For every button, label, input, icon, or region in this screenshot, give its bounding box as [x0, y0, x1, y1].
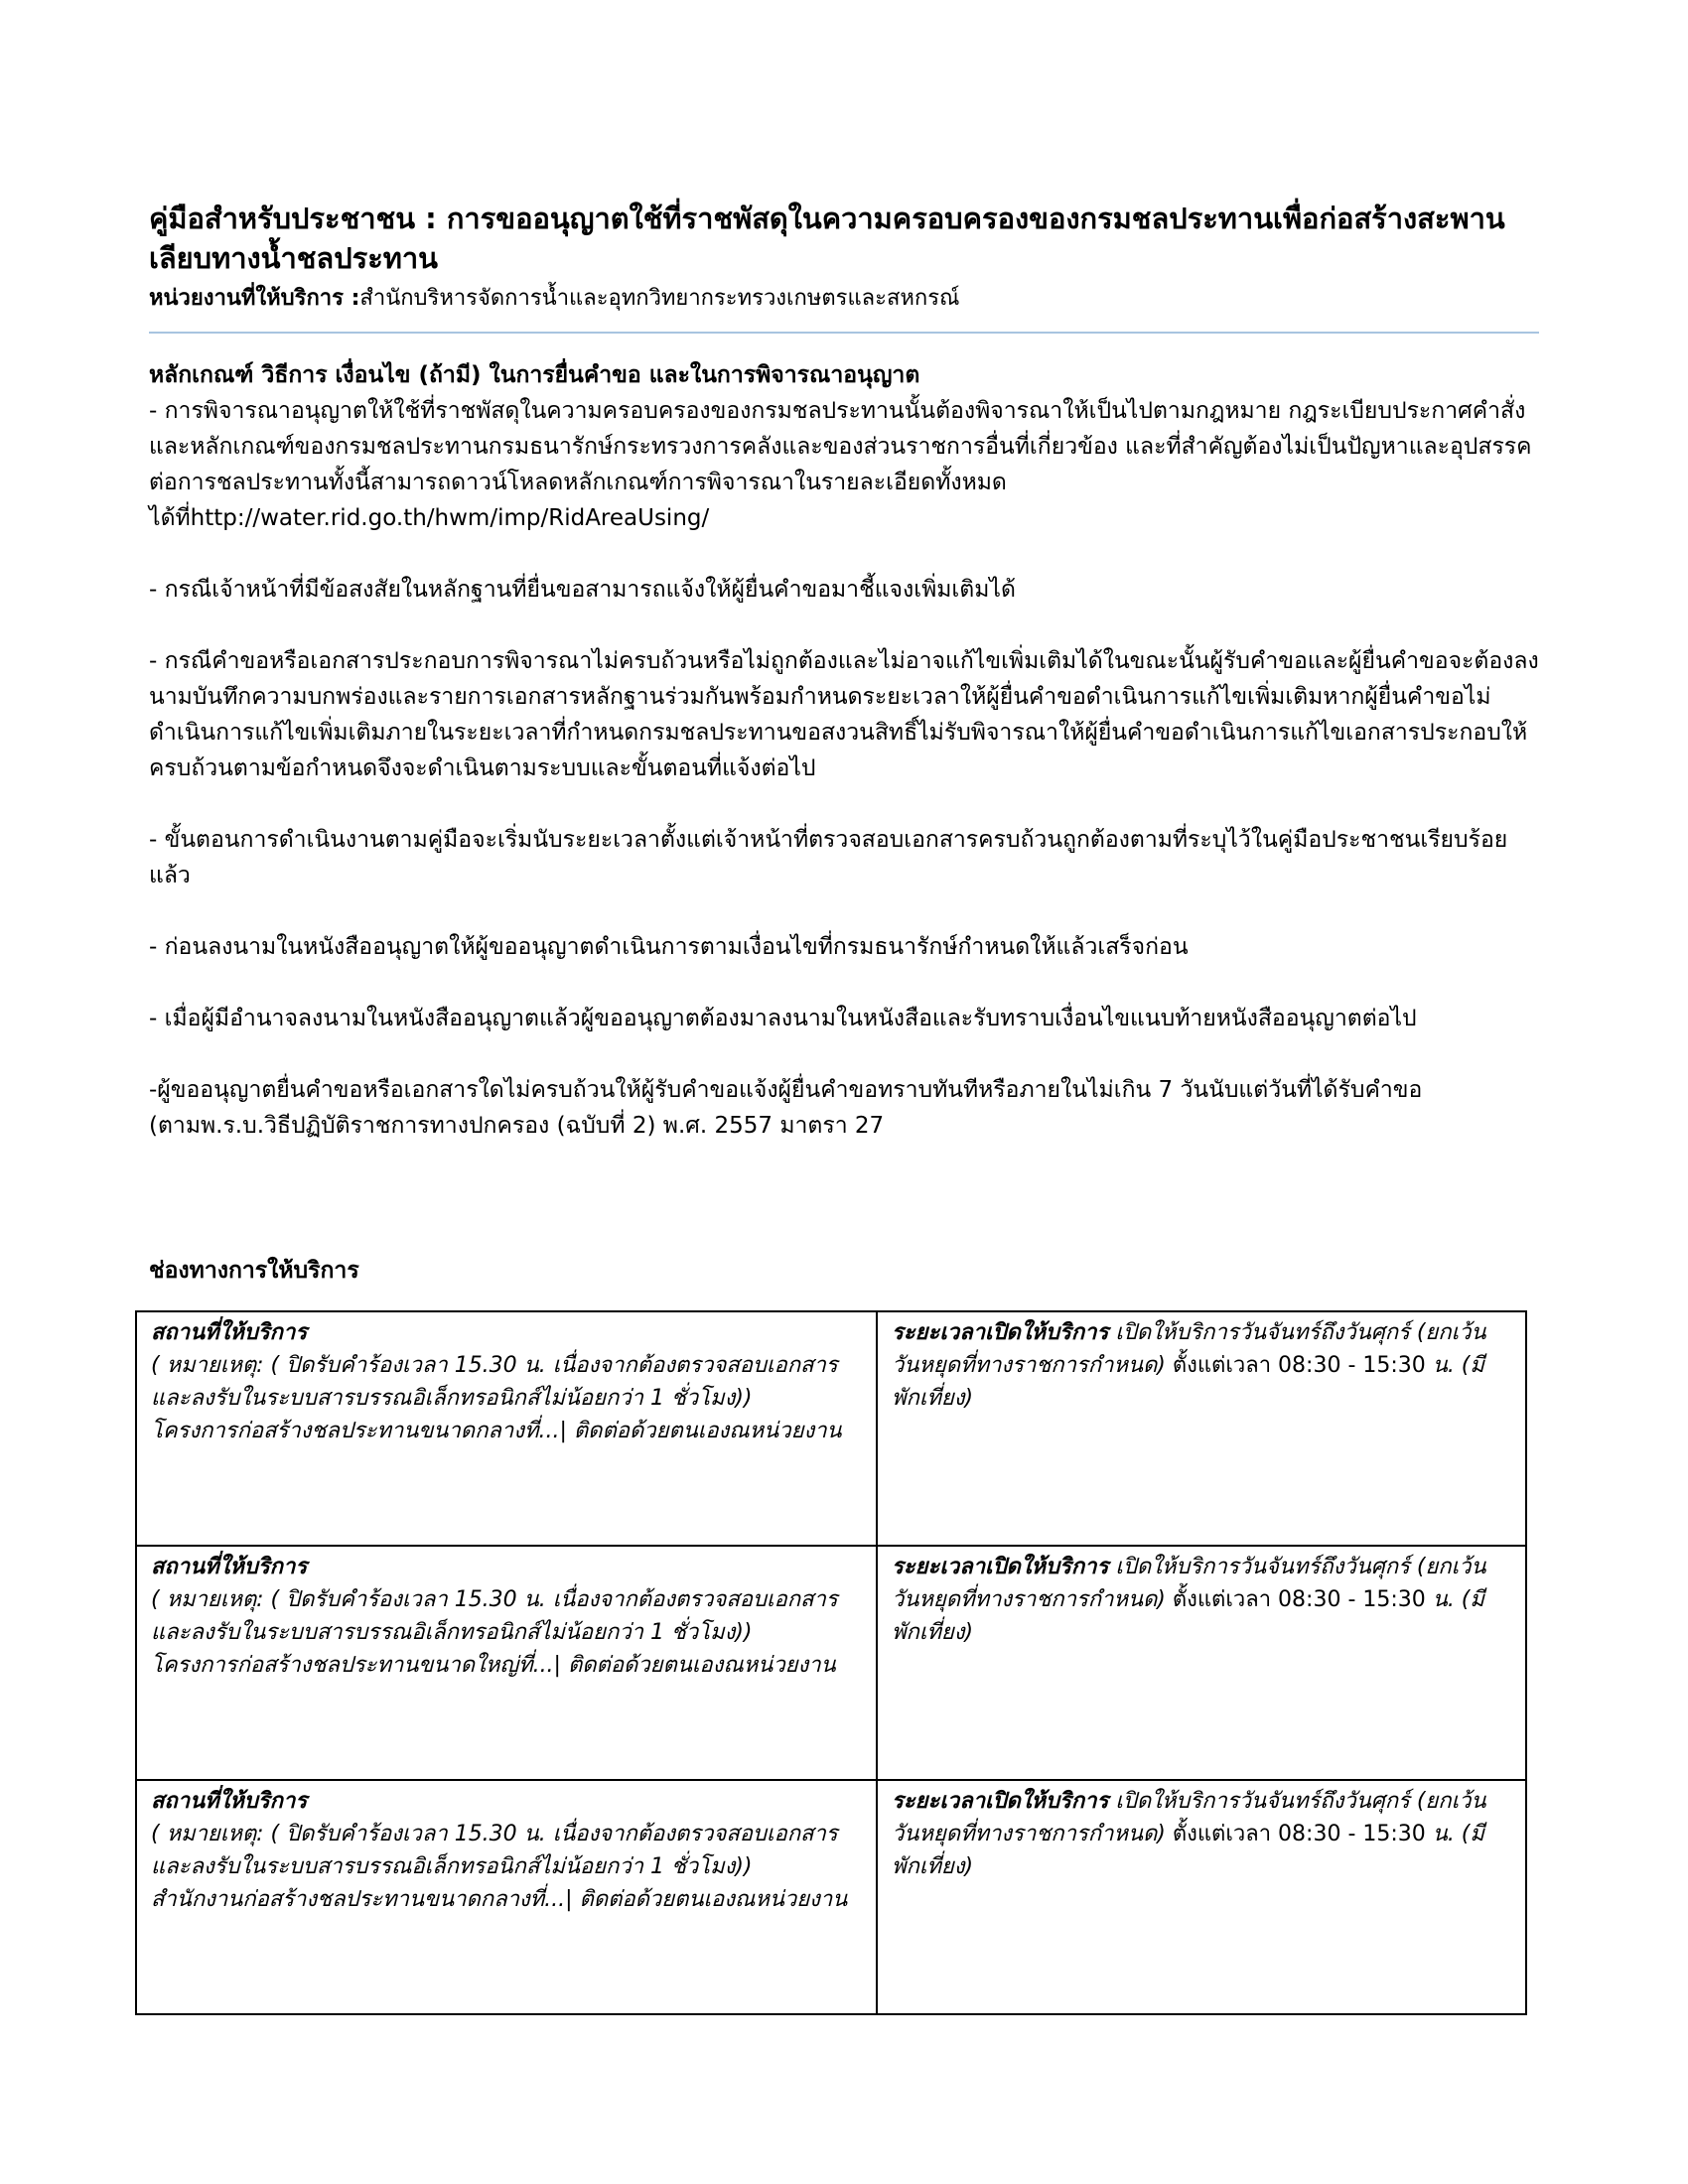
hours-unit: น. (มีพักเที่ยง)	[892, 1587, 1484, 1645]
place-label: สถานที่ให้บริการ	[151, 1555, 308, 1579]
criteria-heading: หลักเกณฑ์ วิธีการ เงื่อนไข (ถ้ามี) ในการยื่นคำขอ และในการพิจารณาอนุญาต	[149, 362, 920, 388]
hours-label: ระยะเวลาเปิดให้บริการ	[892, 1320, 1109, 1345]
agency-label: หน่วยงานที่ให้บริการ :	[149, 286, 360, 311]
table-row	[136, 1780, 1526, 2014]
hours-time: ตั้งแต่เวลา 08:30 - 15:30	[1165, 1822, 1433, 1846]
hours-label: ระยะเวลาเปิดให้บริการ	[892, 1789, 1109, 1814]
table-row	[136, 1311, 1526, 1546]
criteria-item: -ผู้ขออนุญาตยื่นคำขอหรือเอกสารใดไม่ครบถ้วนให้ผู้รับคำขอแจ้งผู้ยื่นคำขอทราบทันทีหรือภายในไม่เกิน 7 วันนับแต่วันที่ได้รับคำขอ (ตามพ.ร.บ.วิธีปฏิบัติราชการทางปกครอง (ฉบับที่ 2) พ.ศ. 2557 มาตรา 27	[149, 1077, 1423, 1139]
hours-time: ตั้งแต่เวลา 08:30 - 15:30	[1165, 1587, 1433, 1612]
service-note: ( หมายเหตุ: ( ปิดรับคำร้องเวลา 15.30 น. เนื่องจากต้องตรวจสอบเอกสารและลงรับในระบบสารบรรณอิเล็กทรอนิกส์ไม่น้อยกว่า 1 ชั่วโมง))	[151, 1822, 838, 1879]
criteria-item: - เมื่อผู้มีอำนาจลงนามในหนังสืออนุญาตแล้วผู้ขออนุญาตต้องมาลงนามในหนังสือและรับทราบเงื่อนไขแนบท้ายหนังสืออนุญาตต่อไป	[149, 1006, 1417, 1031]
criteria-item: - กรณีคำขอหรือเอกสารประกอบการพิจารณาไม่ครบถ้วนหรือไม่ถูกต้องและไม่อาจแก้ไขเพิ่มเติมได้ในขณะนั้นผู้รับคำขอและผู้ยื่นคำขอจะต้องลงนามบันทึกความบกพร่องและรายการเอกสารหลักฐานร่วมกันพร้อมกำหนดระยะเวลาให้ผู้ยื่นคำขอดำเนินการแก้ไขเพิ่มเติมหากผู้ยื่นคำขอไม่ดำเนินการแก้ไขเพิ่มเติมภายในระยะเวลาที่กำหนดกรมชลประทานขอสงวนสิทธิ์ไม่รับพิจารณาให้ผู้ยื่นคำขอดำเนินการแก้ไขเอกสารประกอบให้ครบถ้วนตามข้อกำหนดจึงจะดำเนินตามระบบและขั้นตอนที่แจ้งต่อไป	[149, 648, 1539, 781]
criteria-item: - การพิจารณาอนุญาตให้ใช้ที่ราชพัสดุในความครอบครองของกรมชลประทานนั้นต้องพิจารณาให้เป็นไปตามกฎหมาย กฎระเบียบประกาศคำสั่งและหลักเกณฑ์ของกรมชลประทานกรมธนารักษ์กระทรวงการคลังและของส่วนราชการอื่นที่เกี่ยวข้อง และที่สำคัญต้องไม่เป็นปัญหาและอุปสรรคต่อการชลประทานทั้งนี้สามารถดาวน์โหลดหลักเกณฑ์การพิจารณาในรายละเอียดทั้งหมดได้ที่http://water.rid.go.th/hwm/imp/RidAreaUsing/	[149, 398, 1532, 531]
place-label: สถานที่ให้บริการ	[151, 1789, 308, 1814]
channel-heading: ช่องทางการให้บริการ	[149, 1258, 359, 1284]
service-note: ( หมายเหตุ: ( ปิดรับคำร้องเวลา 15.30 น. เนื่องจากต้องตรวจสอบเอกสารและลงรับในระบบสารบรรณอิเล็กทรอนิกส์ไม่น้อยกว่า 1 ชั่วโมง))	[151, 1587, 838, 1645]
table-row	[136, 1546, 1526, 1780]
criteria-list	[149, 393, 1539, 1179]
service-place-cell	[136, 1311, 877, 1546]
place-label: สถานที่ให้บริการ	[151, 1320, 308, 1345]
hours-days: เปิดให้บริการวันจันทร์ถึงวันศุกร์ (ยกเว้นวันหยุดที่ทางราชการกำหนด)	[892, 1320, 1486, 1378]
document-title: คู่มือสำหรับประชาชน : การขออนุญาตใช้ที่ราชพัสดุในความครอบครองของกรมชลประทานเพื่อก่อสร้างสะพานเลียบทางน้ำชลประทาน	[149, 202, 1505, 275]
header-divider	[149, 332, 1539, 334]
service-place: สำนักงานก่อสร้างชลประทานขนาดกลางที่...| ติดต่อด้วยตนเองณหน่วยงาน	[151, 1887, 848, 1912]
service-place-cell	[136, 1780, 877, 2014]
criteria-item: - ก่อนลงนามในหนังสืออนุญาตให้ผู้ขออนุญาตดำเนินการตามเงื่อนไขที่กรมธนารักษ์กำหนดให้แล้วเสร็จก่อน	[149, 934, 1189, 960]
hours-time: ตั้งแต่เวลา 08:30 - 15:30	[1165, 1353, 1433, 1378]
service-hours-cell	[877, 1546, 1526, 1780]
agency-name: สำนักบริหารจัดการน้ำและอุทกวิทยากระทรวงเกษตรและสหกรณ์	[359, 286, 960, 311]
criteria-item: - กรณีเจ้าหน้าที่มีข้อสงสัยในหลักฐานที่ยื่นขอสามารถแจ้งให้ผู้ยื่นคำขอมาชี้แจงเพิ่มเติมได้	[149, 577, 1016, 603]
hours-unit: น. (มีพักเที่ยง)	[892, 1822, 1484, 1879]
service-place: โครงการก่อสร้างชลประทานขนาดกลางที่...| ติดต่อด้วยตนเองณหน่วยงาน	[151, 1419, 842, 1443]
service-place-cell	[136, 1546, 877, 1780]
service-note: ( หมายเหตุ: ( ปิดรับคำร้องเวลา 15.30 น. เนื่องจากต้องตรวจสอบเอกสารและลงรับในระบบสารบรรณอิเล็กทรอนิกส์ไม่น้อยกว่า 1 ชั่วโมง))	[151, 1353, 838, 1411]
service-channel-table	[135, 1310, 1527, 2015]
service-hours-cell	[877, 1780, 1526, 2014]
service-place: โครงการก่อสร้างชลประทานขนาดใหญ่ที่...| ติดต่อด้วยตนเองณหน่วยงาน	[151, 1653, 836, 1678]
hours-days: เปิดให้บริการวันจันทร์ถึงวันศุกร์ (ยกเว้นวันหยุดที่ทางราชการกำหนด)	[892, 1555, 1486, 1612]
hours-label: ระยะเวลาเปิดให้บริการ	[892, 1555, 1109, 1579]
hours-unit: น. (มีพักเที่ยง)	[892, 1353, 1484, 1411]
service-hours-cell	[877, 1311, 1526, 1546]
agency-line	[149, 282, 1539, 316]
criteria-item: - ขั้นตอนการดำเนินงานตามคู่มือจะเริ่มนับระยะเวลาตั้งแต่เจ้าหน้าที่ตรวจสอบเอกสารครบถ้วนถูกต้องตามที่ระบุไว้ในคู่มือประชาชนเรียบร้อยแล้ว	[149, 827, 1508, 888]
hours-days: เปิดให้บริการวันจันทร์ถึงวันศุกร์ (ยกเว้นวันหยุดที่ทางราชการกำหนด)	[892, 1789, 1486, 1846]
